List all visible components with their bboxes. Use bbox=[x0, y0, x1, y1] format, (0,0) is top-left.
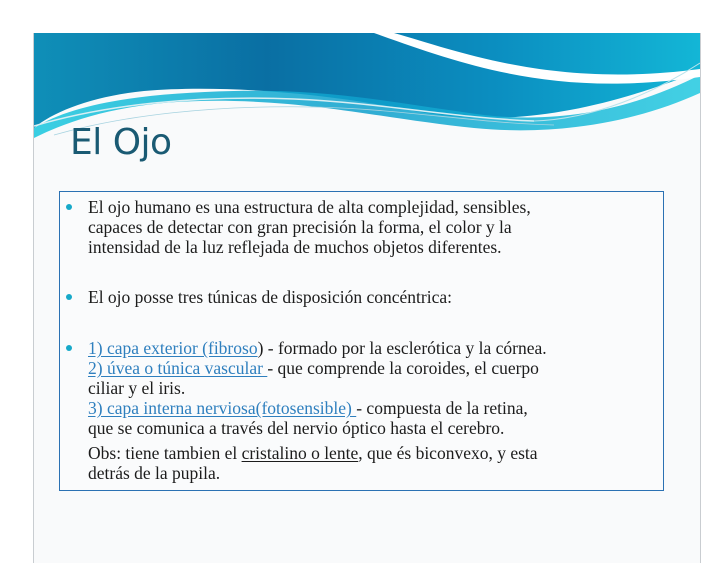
layer-1-text: ) - formado por la esclerótica y la córnea. bbox=[257, 338, 547, 358]
layer-2-line bbox=[88, 358, 655, 378]
obs-suffix: , que és biconvexo, y esta bbox=[358, 443, 538, 463]
layer-3-text: - compuesta de la retina, bbox=[356, 398, 528, 418]
layer-1-link[interactable]: 1) capa exterior (fibroso bbox=[88, 338, 258, 358]
bullet-text-line: capaces de detectar con gran precisión la forma, el color y la bbox=[88, 217, 512, 237]
layer-3-text-continued: que se comunica a través del nervio óptico hasta el cerebro. bbox=[88, 418, 505, 438]
observation-continued: detrás de la pupila. bbox=[88, 463, 221, 483]
lens-term: cristalino o lente bbox=[241, 443, 359, 463]
layer-2-text: - que comprende la coroides, el cuerpo bbox=[267, 358, 539, 378]
layer-3-link[interactable]: 3) capa interna nerviosa(fotosensible) bbox=[88, 398, 357, 418]
bullet-item-tunics bbox=[60, 287, 663, 307]
observation-line bbox=[88, 443, 655, 463]
bullet-text-line: El ojo humano es una estructura de alta complejidad, sensibles, bbox=[88, 197, 531, 217]
layer-1-line bbox=[88, 338, 655, 358]
bullet-item-layers bbox=[60, 338, 663, 483]
slide-title: El Ojo bbox=[70, 122, 172, 163]
bullet-list bbox=[60, 197, 663, 483]
bullet-text-line: intensidad de la luz reflejada de muchos objetos diferentes. bbox=[88, 237, 502, 257]
bullet-text: El ojo posse tres túnicas de disposición concéntrica: bbox=[88, 287, 453, 307]
slide bbox=[33, 33, 701, 563]
layer-2-link[interactable]: 2) úvea o túnica vascular bbox=[88, 358, 268, 378]
layer-2-text-continued: ciliar y el iris. bbox=[88, 378, 186, 398]
obs-prefix: Obs: tiene tambien el bbox=[88, 443, 242, 463]
layer-3-line bbox=[88, 398, 655, 418]
bullet-dot-icon bbox=[66, 345, 72, 351]
bullet-dot-icon bbox=[66, 294, 72, 300]
bullet-item-eye-description bbox=[60, 197, 663, 257]
content-box bbox=[59, 191, 664, 491]
bullet-dot-icon bbox=[66, 204, 72, 210]
